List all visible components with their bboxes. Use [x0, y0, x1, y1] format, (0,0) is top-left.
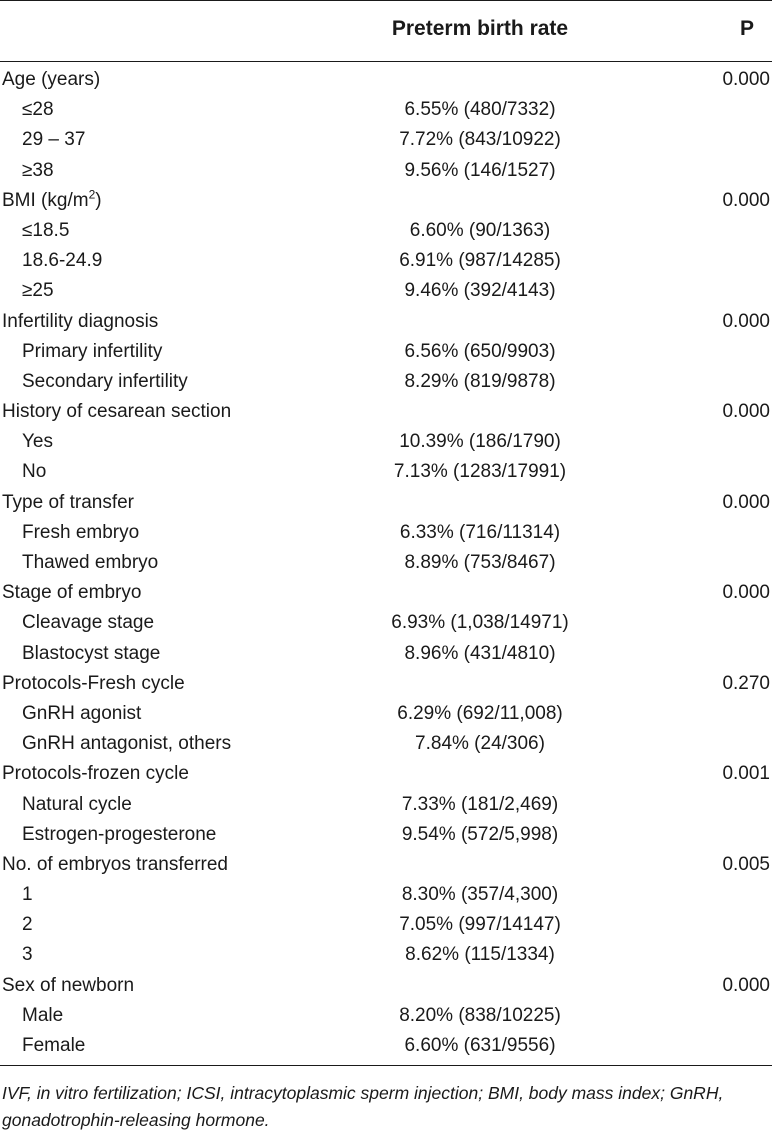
row-label: Blastocyst stage: [22, 642, 161, 664]
group-label: [2, 488, 134, 518]
table-body: [0, 62, 772, 1065]
table-row: [0, 125, 772, 155]
row-label: Female: [22, 1035, 86, 1056]
table-row: [0, 910, 772, 940]
group-label: [2, 307, 158, 337]
table-row-group: [0, 488, 772, 518]
group-label-superscript: 2: [88, 187, 96, 202]
row-label: No: [22, 461, 47, 483]
row-label: 18.6-24.9: [22, 250, 103, 272]
group-p-value: 0.000: [722, 401, 770, 423]
row-preterm-rate: 8.30% (357/4,300): [401, 884, 559, 906]
table-row: [0, 639, 772, 669]
group-label-suffix: ): [95, 189, 102, 211]
row-label: GnRH antagonist, others: [22, 733, 232, 755]
table-row: [0, 729, 772, 759]
row-label: ≤28: [22, 99, 54, 121]
table-row-group: [0, 850, 772, 880]
row-label: ≥25: [22, 280, 54, 302]
row-label: 3: [22, 944, 33, 966]
row-preterm-rate: 6.60% (90/1363): [409, 219, 551, 241]
group-label: [2, 669, 185, 699]
row-label: ≥38: [22, 159, 54, 181]
row-label: GnRH agonist: [22, 702, 142, 724]
group-label: [2, 186, 102, 216]
header-p-value: P: [739, 17, 754, 40]
row-preterm-rate: 6.33% (716/11314): [399, 521, 561, 543]
table-row: [0, 95, 772, 125]
group-label: [2, 759, 189, 789]
table-row: [0, 940, 772, 970]
row-label: Secondary infertility: [22, 370, 188, 392]
group-label: [2, 850, 228, 880]
table-row-group: [0, 759, 772, 789]
group-label-text: Age (years): [2, 69, 101, 90]
group-p-value: 0.000: [722, 69, 770, 90]
row-preterm-rate: 7.05% (997/14147): [399, 914, 561, 936]
row-preterm-rate: 6.55% (480/7332): [404, 99, 556, 121]
table-row: [0, 337, 772, 367]
table-row: [0, 1031, 772, 1061]
table-row: [0, 699, 772, 729]
header-preterm-birth-rate: Preterm birth rate: [391, 17, 569, 40]
table-row: [0, 457, 772, 487]
group-p-value: 0.000: [722, 582, 770, 604]
table-row: [0, 820, 772, 850]
table-row: [0, 880, 772, 910]
row-preterm-rate: 7.72% (843/10922): [399, 129, 561, 151]
group-p-value: 0.005: [722, 853, 770, 875]
group-p-value: 0.000: [722, 310, 770, 332]
row-preterm-rate: 8.29% (819/9878): [404, 370, 556, 392]
group-p-value: 0.000: [722, 491, 770, 513]
table-row-group: [0, 971, 772, 1001]
group-label-text: Type of transfer: [2, 491, 135, 513]
row-preterm-rate: 8.62% (115/1334): [405, 944, 555, 966]
group-p-value: 0.001: [722, 763, 770, 785]
table-row: [0, 1001, 772, 1031]
row-preterm-rate: 6.60% (631/9556): [404, 1035, 556, 1056]
group-label: [2, 65, 100, 95]
row-preterm-rate: 8.20% (838/10225): [399, 1004, 561, 1026]
row-preterm-rate: 10.39% (186/1790): [399, 431, 561, 453]
table-footnote: IVF, in vitro fertilization; ICSI, intracytoplasmic sperm injection; BMI, body mass index; GnRH, gonadotrophin-releasing hormone.: [2, 1083, 724, 1131]
group-label-text: Protocols-frozen cycle: [2, 763, 189, 785]
group-label-text: No. of embryos transferred: [2, 853, 228, 875]
row-preterm-rate: 6.56% (650/9903): [404, 340, 556, 362]
table-row-group: [0, 65, 772, 95]
group-p-value: 0.000: [722, 189, 770, 211]
row-preterm-rate: 6.91% (987/14285): [399, 250, 561, 272]
row-preterm-rate: 6.29% (692/11,008): [397, 702, 563, 724]
row-label: Thawed embryo: [22, 552, 159, 573]
row-preterm-rate: 9.54% (572/5,998): [401, 823, 559, 845]
row-label: Fresh embryo: [22, 521, 140, 543]
row-preterm-rate: 7.84% (24/306): [415, 733, 545, 755]
table-row: [0, 246, 772, 276]
row-label: ≤18.5: [22, 219, 70, 241]
row-label: Cleavage stage: [22, 612, 155, 634]
table-row: [0, 276, 772, 306]
row-label: 2: [22, 914, 33, 936]
row-preterm-rate: 6.93% (1,038/14971): [391, 612, 569, 634]
group-label-text: Stage of embryo: [2, 582, 142, 604]
row-preterm-rate: 7.33% (181/2,469): [401, 793, 559, 815]
table-row: [0, 216, 772, 246]
group-label-text: BMI (kg/m: [2, 189, 89, 211]
group-label-text: Sex of newborn: [2, 974, 135, 996]
table-row: [0, 518, 772, 548]
group-label: [2, 971, 134, 1001]
row-preterm-rate: 8.96% (431/4810): [404, 642, 556, 664]
row-preterm-rate: 8.89% (753/8467): [404, 552, 556, 573]
table-row: [0, 790, 772, 820]
table-row: [0, 427, 772, 457]
row-label: Natural cycle: [22, 793, 132, 815]
row-label: Male: [22, 1004, 64, 1026]
group-label-text: Protocols-Fresh cycle: [2, 672, 185, 694]
row-label: Estrogen-progesterone: [22, 823, 217, 845]
table-row-group: [0, 307, 772, 337]
row-label: Primary infertility: [22, 340, 163, 362]
group-p-value: 0.270: [722, 672, 770, 694]
table-row: [0, 548, 772, 578]
row-label: 29 – 37: [22, 129, 86, 151]
table-row-group: [0, 397, 772, 427]
row-label: Yes: [22, 431, 53, 453]
row-preterm-rate: 7.13% (1283/17991): [393, 461, 567, 483]
row-label: 1: [22, 884, 33, 906]
table-row-group: [0, 186, 772, 216]
table-row-group: [0, 669, 772, 699]
table-row-group: [0, 578, 772, 608]
row-preterm-rate: 9.46% (392/4143): [404, 280, 556, 302]
row-preterm-rate: 9.56% (146/1527): [404, 159, 556, 181]
table-row: [0, 367, 772, 397]
table-header: [0, 1, 772, 61]
group-label: [2, 397, 231, 427]
group-label-text: Infertility diagnosis: [2, 310, 159, 332]
group-p-value: 0.000: [722, 974, 770, 996]
table-row: [0, 608, 772, 638]
group-label: [2, 578, 141, 608]
group-label-text: History of cesarean section: [2, 401, 232, 423]
table-row: [0, 156, 772, 186]
